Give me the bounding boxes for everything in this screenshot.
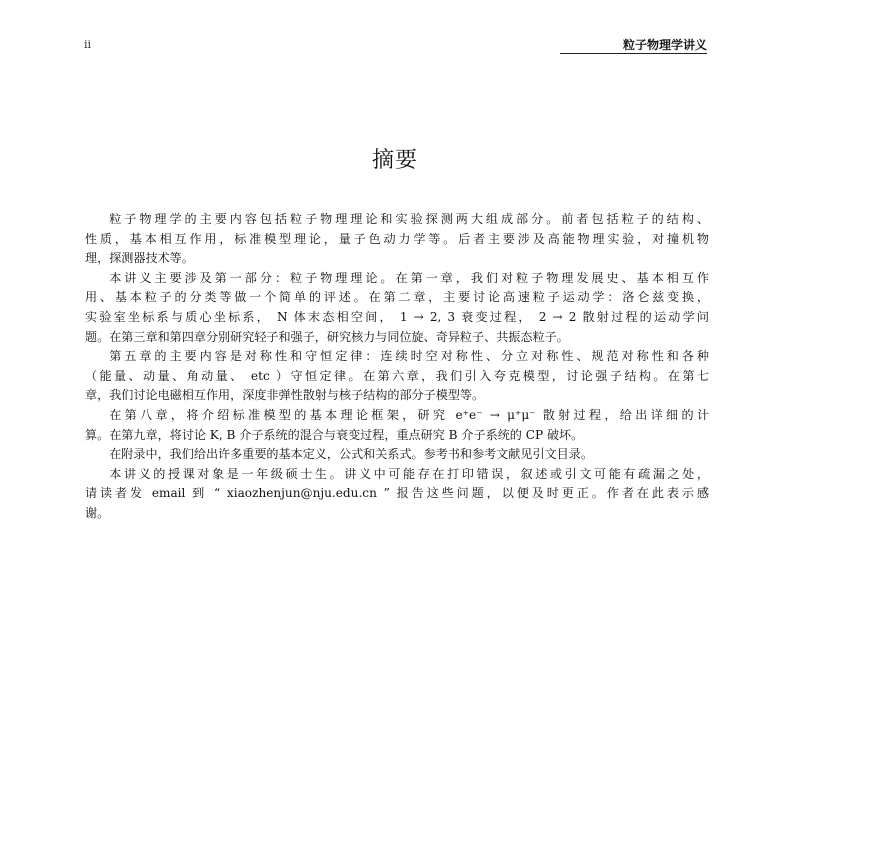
abstract-paragraph: [85, 465, 709, 524]
abstract-body: [85, 210, 709, 524]
paragraph-line: 实验室坐标系与质心坐标系， N 体末态相空间， 1 → 2, 3 衰变过程， 2 → 2 散射过程的运动学问: [85, 309, 709, 324]
paragraph-line: 章，我们讨论电磁相互作用，深度非弹性散射与核子结构的部分子模型等。: [85, 388, 485, 403]
paragraph-line: 本讲义主要涉及第一部分：粒子物理理论。在第一章，我们对粒子物理发展史、基本相互作: [109, 270, 709, 285]
abstract-title: 摘要: [371, 148, 418, 173]
paragraph-line: 粒子物理学的主要内容包括粒子物理理论和实验探测两大组成部分。前者包括粒子的结构、: [109, 212, 709, 226]
page-number: ii: [84, 38, 92, 51]
paragraph-line: 用、基本粒子的分类等做一个简单的评述。在第二章，主要讨论高速粒子运动学：洛仑兹变换，: [85, 290, 709, 305]
abstract-paragraph: [85, 269, 709, 347]
paragraph-line: 在第八章，将介绍标准模型的基本理论框架，研究 e⁺e⁻ → μ⁺μ⁻ 散射过程，给出详细的计: [109, 407, 709, 422]
paragraph-line: 题。在第三章和第四章分别研究轻子和强子，研究核力与同位旋、奇异粒子、共振态粒子。: [85, 329, 569, 344]
paragraph-line: 理，探测器技术等。: [85, 251, 194, 266]
abstract-paragraph: [85, 347, 709, 406]
paragraph-line: 第五章的主要内容是对称性和守恒定律：连续时空对称性、分立对称性、规范对称性和各种: [109, 349, 709, 364]
paragraph-line: 在附录中，我们给出许多重要的基本定义，公式和关系式。参考书和参考文献见引文目录。: [109, 447, 593, 462]
paragraph-line: 性质，基本相互作用，标准模型理论，量子色动力学等。后者主要涉及高能物理实验，对撞机物: [85, 231, 709, 246]
paragraph-line: 谢。: [85, 505, 110, 520]
paragraph-line: 算。在第九章，将讨论 K, B 介子系统的混合与衰变过程，重点研究 B 介子系统的 CP 破坏。: [85, 427, 584, 442]
abstract-paragraph: [85, 210, 709, 269]
paragraph-line: （能量、动量、角动量、 etc ）守恒定律。在第六章，我们引入夸克模型，讨论强子结构。在第七: [85, 368, 709, 383]
running-title: 粒子物理学讲义: [560, 38, 707, 54]
abstract-paragraph: [85, 406, 709, 445]
paragraph-line: 本讲义的授课对象是一年级硕士生。讲义中可能存在打印错误，叙述或引文可能有疏漏之处，: [109, 466, 709, 481]
paragraph-line: 请读者发 email 到 “ xiaozhenjun@nju.edu.cn ” 报告这些问题，以便及时更正。作者在此表示感: [85, 486, 709, 501]
abstract-paragraph: [85, 445, 709, 465]
